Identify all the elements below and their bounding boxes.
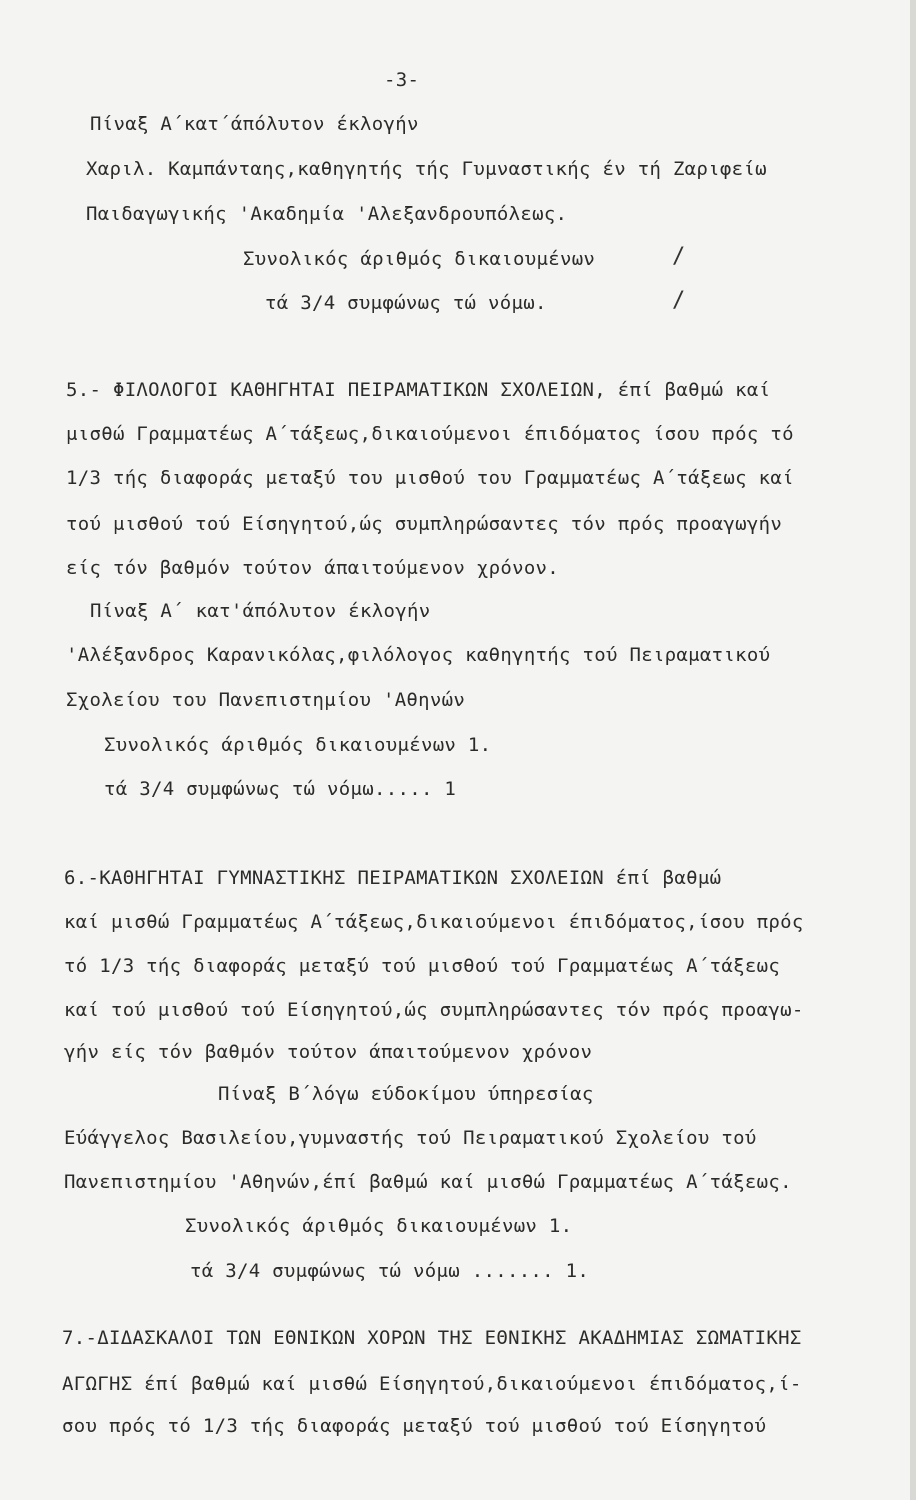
- text-line: σου πρός τό 1/3 τής διαφοράς μεταξύ τού μισθού τού Είσηγητού: [62, 1415, 767, 1437]
- text-line: Πανεπιστημίου 'Αθηνών,έπί βαθμώ καί μισθώ Γραμματέως Α΄τάξεως.: [64, 1171, 792, 1193]
- text-line: τό 1/3 τής διαφοράς μεταξύ τού μισθού τού Γραμματέως Α΄τάξεως: [64, 955, 781, 977]
- text-line: γήν είς τόν βαθμόν τούτον άπαιτούμενον χρόνον: [64, 1041, 593, 1063]
- page-number: -3-: [384, 69, 420, 91]
- table-heading: Πίναξ Α΄κατ΄άπόλυτον έκλογήν: [90, 113, 419, 135]
- text-line: Συνολικός άριθμός δικαιουμένων: [243, 248, 596, 270]
- text-line: καί μισθώ Γραμματέως Α΄τάξεως,δικαιούμενοι έπιδόματος,ίσου πρός: [64, 911, 804, 933]
- check-mark: /: [672, 244, 686, 269]
- table-heading: Πίναξ Β΄λόγω εύδοκίμου ύπηρεσίας: [218, 1083, 594, 1105]
- check-mark: /: [672, 288, 686, 313]
- text-line: μισθώ Γραμματέως Α΄τάξεως,δικαιούμενοι έπιδόματος ίσου πρός τό: [66, 423, 794, 445]
- text-line: Εύάγγελος Βασιλείου,γυμναστής τού Πειραματικού Σχολείου τού: [64, 1127, 757, 1149]
- table-heading: Πίναξ Α΄ κατ'άπόλυτον έκλογήν: [90, 600, 431, 622]
- text-line: είς τόν βαθμόν τούτον άπαιτούμενον χρόνον.: [66, 557, 560, 579]
- section-heading: 7.-ΔΙΔΑΣΚΑΛΟΙ ΤΩΝ ΕΘΝΙΚΩΝ ΧΟΡΩΝ ΤΗΣ ΕΘΝΙΚΗΣ ΑΚΑΔΗΜΙΑΣ ΣΩΜΑΤΙΚΗΣ: [62, 1327, 802, 1349]
- text-line: τά 3/4 συμφώνως τώ νόμω ....... 1.: [190, 1260, 590, 1282]
- text-line: τού μισθού τού Είσηγητού,ώς συμπληρώσαντες τόν πρός προαγωγήν: [66, 513, 783, 535]
- text-line: Παιδαγωγικής 'Ακαδημία 'Αλεξανδρουπόλεως.: [86, 203, 568, 225]
- text-line: τά 3/4 συμφώνως τώ νόμω..... 1: [104, 778, 457, 800]
- section-heading: 5.- ΦΙΛΟΛΟΓΟΙ ΚΑΘΗΓΗΤΑΙ ΠΕΙΡΑΜΑΤΙΚΩΝ ΣΧΟΛΕΙΩΝ, έπί βαθμώ καί: [66, 379, 771, 401]
- text-line: Συνολικός άριθμός δικαιουμένων 1.: [185, 1215, 573, 1237]
- text-line: τά 3/4 συμφώνως τώ νόμω.: [265, 292, 547, 314]
- text-line: καί τού μισθού τού Είσηγητού,ώς συμπληρώσαντες τόν πρός προαγω-: [64, 999, 804, 1021]
- text-line: Χαριλ. Καμπάνταης,καθηγητής τής Γυμναστικής έν τή Ζαριφείω: [86, 158, 767, 180]
- text-line: Σχολείου του Πανεπιστημίου 'Αθηνών: [66, 689, 466, 711]
- page-edge: [910, 0, 916, 1500]
- text-line: ΑΓΩΓΗΣ έπί βαθμώ καί μισθώ Είσηγητού,δικαιούμενοι έπιδόματος,ί-: [62, 1373, 802, 1395]
- text-line: 1/3 τής διαφοράς μεταξύ του μισθού του Γραμματέως Α΄τάξεως καί: [66, 467, 794, 489]
- section-heading: 6.-ΚΑΘΗΓΗΤΑΙ ΓΥΜΝΑΣΤΙΚΗΣ ΠΕΙΡΑΜΑΤΙΚΩΝ ΣΧΟΛΕΙΩΝ έπί βαθμώ: [64, 867, 722, 889]
- text-line: Συνολικός άριθμός δικαιουμένων 1.: [104, 734, 492, 756]
- text-line: 'Αλέξανδρος Καρανικόλας,φιλόλογος καθηγητής τού Πειραματικού: [66, 644, 771, 666]
